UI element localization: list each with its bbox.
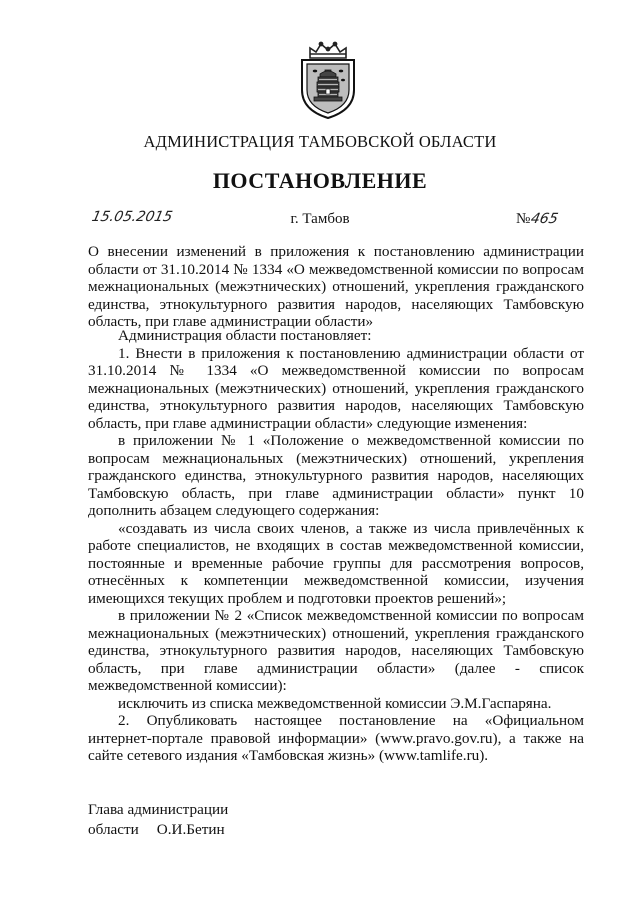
body-paragraph-3: в приложении № 1 «Положение о межведомственной комиссии по вопросам межнациональных (межэтнических) отношений, укрепления гражданского единства, этнокультурного развития народов, населяющих Тамбовскую область, при главе администрации области» пункт 10 дополнить абзацем следующего содержания: [88, 432, 584, 519]
signatory-position-line-1: Глава администрации [88, 801, 229, 818]
document-date: 15.05.2015 [90, 209, 174, 225]
document-subject [88, 243, 584, 331]
body-paragraph-2: 1. Внести в приложения к постановлению администрации области от 31.10.2014 № 1334 «О межведомственной комиссии по вопросам межнациональных (межэтнических) отношений, укрепления гражданского единства, этнокультурного развития народов, населяющих Тамбовскую область, при главе администрации области» следующие изменения: [88, 344, 584, 432]
body-paragraph-7: 2. Опубликовать настоящее постановление на «Официальном интернет-портале правовой информации» (www.pravo.gov.ru), а также на сайте сетевого издания «Тамбовская жизнь» (www.tamlife.ru). [88, 712, 584, 764]
document-city: г. Тамбов [290, 211, 350, 227]
body-paragraph-5: в приложении № 2 «Список межведомственной комиссии по вопросам межнациональных (межэтнических) отношений, укрепления гражданского единства, этнокультурного развития народов, населяющих Тамбовскую область, при главе администрации области» (далее - список межведомственной комиссии): [88, 607, 584, 694]
subject-text: О внесении изменений в приложения к постановлению администрации области от 31.10.2014 № 1334 «О межведомственной комиссии по вопросам межнациональных (межэтнических) отношений, укрепления гражданского единства, этнокультурного развития народов, населяющих Тамбовскую область, при главе администрации области» [88, 243, 584, 330]
signature-block [88, 800, 228, 840]
document-number [516, 211, 558, 228]
document-type-title: ПОСТАНОВЛЕНИЕ [212, 168, 428, 193]
body-paragraph-6: исключить из списка межведомственной комиссии Э.М.Гаспаряна. [118, 694, 552, 712]
document-body [88, 327, 584, 765]
signatory-position-line-2: области [88, 821, 139, 838]
signatory-name: О.И.Бетин [156, 821, 225, 838]
number-prefix: № [516, 211, 531, 227]
body-paragraph-1: Администрация области постановляет: [118, 327, 372, 344]
signatory-row [88, 820, 228, 840]
coat-of-arms-icon [296, 40, 360, 120]
body-paragraph-4: «создавать из числа своих членов, а также из числа привлечённых к работе специалистов, не входящих в состав межведомственной комиссии, постоянные и временные рабочие группы для рассмотрения вопросов, отнесённых к компетенции межведомственной комиссии, изучения имеющихся текущих проблем и подготовки проектов решений»; [88, 519, 584, 607]
number-value: 465 [529, 211, 560, 227]
organization-name: АДМИНИСТРАЦИЯ ТАМБОВСКОЙ ОБЛАСТИ [143, 132, 497, 151]
